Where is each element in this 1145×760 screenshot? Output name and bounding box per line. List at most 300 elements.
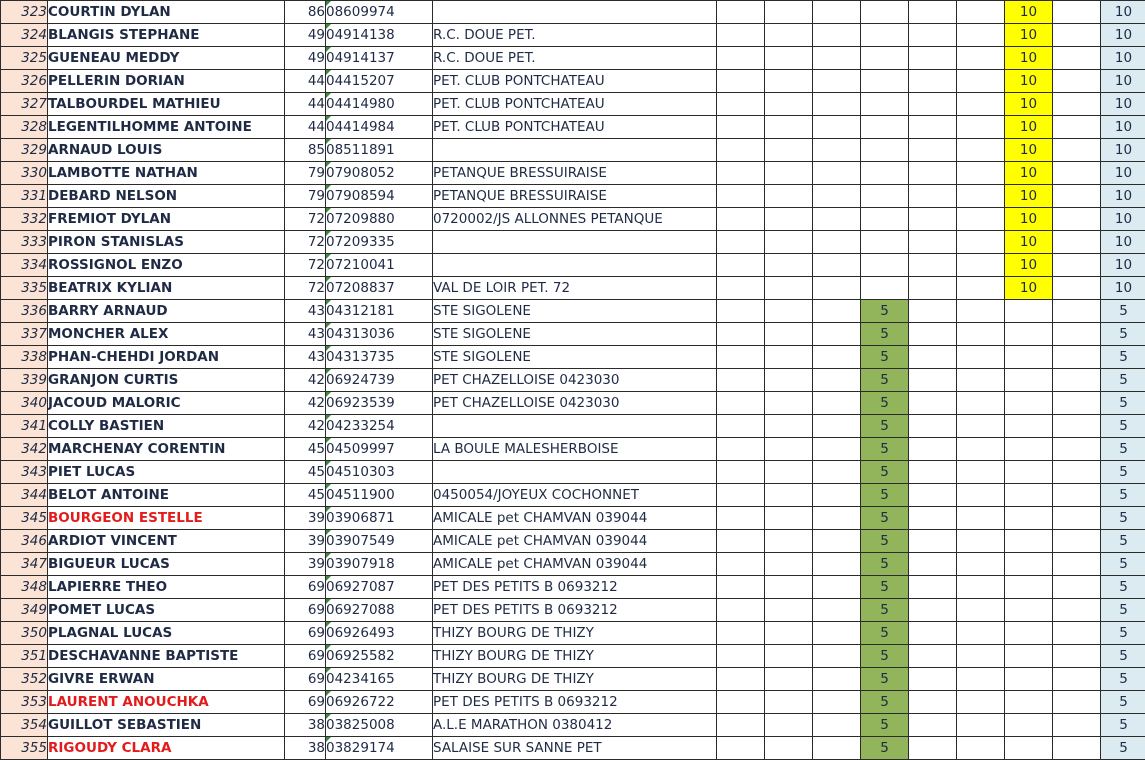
license-cell[interactable]: 08511891 <box>326 139 433 162</box>
points-cell[interactable] <box>957 70 1005 93</box>
row-index-cell[interactable]: 333 <box>1 231 48 254</box>
points-cell[interactable] <box>813 277 861 300</box>
points-cell[interactable] <box>813 691 861 714</box>
points-cell[interactable] <box>765 70 813 93</box>
row-index-cell[interactable]: 323 <box>1 1 48 24</box>
yellow-points-cell[interactable]: 10 <box>1005 47 1053 70</box>
total-points-cell[interactable]: 10 <box>1101 70 1145 93</box>
club-cell[interactable]: STE SIGOLENE <box>433 323 717 346</box>
points-cell[interactable] <box>765 139 813 162</box>
points-cell[interactable] <box>1053 599 1101 622</box>
yellow-points-cell[interactable] <box>1005 484 1053 507</box>
department-cell[interactable]: 72 <box>285 277 326 300</box>
department-cell[interactable]: 39 <box>285 553 326 576</box>
points-cell[interactable] <box>813 507 861 530</box>
row-index-cell[interactable]: 324 <box>1 24 48 47</box>
points-cell[interactable] <box>1053 530 1101 553</box>
points-cell[interactable] <box>957 24 1005 47</box>
points-cell[interactable] <box>765 346 813 369</box>
points-cell[interactable] <box>1053 714 1101 737</box>
points-cell[interactable] <box>813 93 861 116</box>
points-cell[interactable] <box>765 277 813 300</box>
player-name-cell[interactable]: DESCHAVANNE BAPTISTE <box>48 645 285 668</box>
points-cell[interactable] <box>909 392 957 415</box>
department-cell[interactable]: 42 <box>285 369 326 392</box>
points-cell[interactable] <box>765 162 813 185</box>
points-cell[interactable] <box>957 185 1005 208</box>
club-cell[interactable]: AMICALE pet CHAMVAN 039044 <box>433 553 717 576</box>
points-cell[interactable] <box>957 277 1005 300</box>
green-points-cell[interactable]: 5 <box>861 622 909 645</box>
green-points-cell[interactable] <box>861 277 909 300</box>
total-points-cell[interactable]: 10 <box>1101 277 1145 300</box>
license-cell[interactable]: 04233254 <box>326 415 433 438</box>
points-cell[interactable] <box>717 691 765 714</box>
license-cell[interactable]: 04312181 <box>326 300 433 323</box>
green-points-cell[interactable] <box>861 24 909 47</box>
points-cell[interactable] <box>1053 323 1101 346</box>
points-cell[interactable] <box>717 323 765 346</box>
points-cell[interactable] <box>717 484 765 507</box>
club-cell[interactable] <box>433 139 717 162</box>
points-cell[interactable] <box>765 415 813 438</box>
yellow-points-cell[interactable] <box>1005 323 1053 346</box>
points-cell[interactable] <box>1053 346 1101 369</box>
points-cell[interactable] <box>765 737 813 760</box>
total-points-cell[interactable]: 5 <box>1101 507 1145 530</box>
green-points-cell[interactable] <box>861 254 909 277</box>
points-cell[interactable] <box>813 231 861 254</box>
points-cell[interactable] <box>909 300 957 323</box>
points-cell[interactable] <box>813 1 861 24</box>
points-cell[interactable] <box>957 645 1005 668</box>
points-cell[interactable] <box>717 668 765 691</box>
player-name-cell[interactable]: LEGENTILHOMME ANTOINE <box>48 116 285 139</box>
license-cell[interactable]: 07210041 <box>326 254 433 277</box>
row-index-cell[interactable]: 340 <box>1 392 48 415</box>
points-cell[interactable] <box>717 415 765 438</box>
total-points-cell[interactable]: 5 <box>1101 484 1145 507</box>
player-name-cell[interactable]: MONCHER ALEX <box>48 323 285 346</box>
points-cell[interactable] <box>909 139 957 162</box>
yellow-points-cell[interactable]: 10 <box>1005 1 1053 24</box>
total-points-cell[interactable]: 10 <box>1101 116 1145 139</box>
points-cell[interactable] <box>1053 622 1101 645</box>
green-points-cell[interactable]: 5 <box>861 438 909 461</box>
total-points-cell[interactable]: 10 <box>1101 185 1145 208</box>
points-cell[interactable] <box>1053 645 1101 668</box>
green-points-cell[interactable]: 5 <box>861 300 909 323</box>
points-cell[interactable] <box>717 438 765 461</box>
player-name-cell[interactable]: BLANGIS STEPHANE <box>48 24 285 47</box>
points-cell[interactable] <box>813 116 861 139</box>
points-cell[interactable] <box>813 323 861 346</box>
points-cell[interactable] <box>957 484 1005 507</box>
points-cell[interactable] <box>909 691 957 714</box>
department-cell[interactable]: 49 <box>285 47 326 70</box>
points-cell[interactable] <box>813 139 861 162</box>
player-name-cell[interactable]: GUILLOT SEBASTIEN <box>48 714 285 737</box>
row-index-cell[interactable]: 351 <box>1 645 48 668</box>
row-index-cell[interactable]: 347 <box>1 553 48 576</box>
total-points-cell[interactable]: 10 <box>1101 93 1145 116</box>
points-cell[interactable] <box>813 576 861 599</box>
points-cell[interactable] <box>957 599 1005 622</box>
points-cell[interactable] <box>957 346 1005 369</box>
player-name-cell[interactable]: GUENEAU MEDDY <box>48 47 285 70</box>
department-cell[interactable]: 79 <box>285 162 326 185</box>
player-name-cell[interactable]: JACOUD MALORIC <box>48 392 285 415</box>
row-index-cell[interactable]: 326 <box>1 70 48 93</box>
player-name-cell[interactable]: GRANJON CURTIS <box>48 369 285 392</box>
yellow-points-cell[interactable]: 10 <box>1005 277 1053 300</box>
department-cell[interactable]: 39 <box>285 507 326 530</box>
points-cell[interactable] <box>717 622 765 645</box>
green-points-cell[interactable]: 5 <box>861 461 909 484</box>
department-cell[interactable]: 43 <box>285 346 326 369</box>
points-cell[interactable] <box>1053 139 1101 162</box>
department-cell[interactable]: 44 <box>285 93 326 116</box>
total-points-cell[interactable]: 10 <box>1101 231 1145 254</box>
points-cell[interactable] <box>1053 369 1101 392</box>
total-points-cell[interactable]: 5 <box>1101 576 1145 599</box>
points-cell[interactable] <box>957 254 1005 277</box>
department-cell[interactable]: 43 <box>285 323 326 346</box>
total-points-cell[interactable]: 10 <box>1101 139 1145 162</box>
row-index-cell[interactable]: 328 <box>1 116 48 139</box>
points-cell[interactable] <box>957 392 1005 415</box>
yellow-points-cell[interactable] <box>1005 645 1053 668</box>
department-cell[interactable]: 44 <box>285 116 326 139</box>
points-cell[interactable] <box>1053 1 1101 24</box>
license-cell[interactable]: 04509997 <box>326 438 433 461</box>
points-cell[interactable] <box>909 1 957 24</box>
department-cell[interactable]: 72 <box>285 231 326 254</box>
club-cell[interactable]: PET CHAZELLOISE 0423030 <box>433 392 717 415</box>
points-cell[interactable] <box>957 415 1005 438</box>
points-cell[interactable] <box>1053 70 1101 93</box>
points-cell[interactable] <box>813 254 861 277</box>
yellow-points-cell[interactable] <box>1005 415 1053 438</box>
points-cell[interactable] <box>717 1 765 24</box>
license-cell[interactable]: 04511900 <box>326 484 433 507</box>
points-cell[interactable] <box>957 323 1005 346</box>
club-cell[interactable] <box>433 415 717 438</box>
points-cell[interactable] <box>765 47 813 70</box>
license-cell[interactable]: 04234165 <box>326 668 433 691</box>
row-index-cell[interactable]: 336 <box>1 300 48 323</box>
points-cell[interactable] <box>813 438 861 461</box>
row-index-cell[interactable]: 352 <box>1 668 48 691</box>
department-cell[interactable]: 38 <box>285 737 326 760</box>
green-points-cell[interactable]: 5 <box>861 392 909 415</box>
points-cell[interactable] <box>717 277 765 300</box>
license-cell[interactable]: 06923539 <box>326 392 433 415</box>
club-cell[interactable]: AMICALE pet CHAMVAN 039044 <box>433 530 717 553</box>
green-points-cell[interactable] <box>861 162 909 185</box>
row-index-cell[interactable]: 342 <box>1 438 48 461</box>
club-cell[interactable] <box>433 231 717 254</box>
license-cell[interactable]: 06926722 <box>326 691 433 714</box>
yellow-points-cell[interactable] <box>1005 553 1053 576</box>
points-cell[interactable] <box>957 507 1005 530</box>
club-cell[interactable]: LA BOULE MALESHERBOISE <box>433 438 717 461</box>
yellow-points-cell[interactable] <box>1005 300 1053 323</box>
points-cell[interactable] <box>909 645 957 668</box>
department-cell[interactable]: 42 <box>285 392 326 415</box>
yellow-points-cell[interactable] <box>1005 461 1053 484</box>
club-cell[interactable] <box>433 254 717 277</box>
green-points-cell[interactable] <box>861 116 909 139</box>
player-name-cell[interactable]: ROSSIGNOL ENZO <box>48 254 285 277</box>
points-cell[interactable] <box>1053 185 1101 208</box>
green-points-cell[interactable]: 5 <box>861 737 909 760</box>
club-cell[interactable]: R.C. DOUE PET. <box>433 24 717 47</box>
yellow-points-cell[interactable] <box>1005 622 1053 645</box>
department-cell[interactable]: 69 <box>285 599 326 622</box>
points-cell[interactable] <box>957 622 1005 645</box>
player-name-cell[interactable]: COLLY BASTIEN <box>48 415 285 438</box>
yellow-points-cell[interactable]: 10 <box>1005 93 1053 116</box>
points-cell[interactable] <box>909 231 957 254</box>
club-cell[interactable]: 0450054/JOYEUX COCHONNET <box>433 484 717 507</box>
green-points-cell[interactable]: 5 <box>861 714 909 737</box>
points-cell[interactable] <box>813 645 861 668</box>
license-cell[interactable]: 07208837 <box>326 277 433 300</box>
license-cell[interactable]: 07908594 <box>326 185 433 208</box>
row-index-cell[interactable]: 348 <box>1 576 48 599</box>
club-cell[interactable]: THIZY BOURG DE THIZY <box>433 668 717 691</box>
green-points-cell[interactable]: 5 <box>861 507 909 530</box>
license-cell[interactable]: 04313735 <box>326 346 433 369</box>
yellow-points-cell[interactable] <box>1005 530 1053 553</box>
points-cell[interactable] <box>717 576 765 599</box>
green-points-cell[interactable] <box>861 1 909 24</box>
points-cell[interactable] <box>765 461 813 484</box>
player-name-cell[interactable]: BOURGEON ESTELLE <box>48 507 285 530</box>
points-cell[interactable] <box>909 438 957 461</box>
total-points-cell[interactable]: 5 <box>1101 668 1145 691</box>
points-cell[interactable] <box>717 300 765 323</box>
row-index-cell[interactable]: 327 <box>1 93 48 116</box>
player-name-cell[interactable]: DEBARD NELSON <box>48 185 285 208</box>
points-cell[interactable] <box>909 323 957 346</box>
green-points-cell[interactable]: 5 <box>861 576 909 599</box>
green-points-cell[interactable]: 5 <box>861 323 909 346</box>
points-cell[interactable] <box>1053 254 1101 277</box>
license-cell[interactable]: 03907918 <box>326 553 433 576</box>
points-cell[interactable] <box>957 691 1005 714</box>
points-cell[interactable] <box>717 645 765 668</box>
points-cell[interactable] <box>909 277 957 300</box>
points-cell[interactable] <box>813 599 861 622</box>
points-cell[interactable] <box>909 530 957 553</box>
points-cell[interactable] <box>813 185 861 208</box>
yellow-points-cell[interactable] <box>1005 346 1053 369</box>
points-cell[interactable] <box>765 1 813 24</box>
license-cell[interactable]: 04313036 <box>326 323 433 346</box>
row-index-cell[interactable]: 335 <box>1 277 48 300</box>
points-cell[interactable] <box>1053 231 1101 254</box>
department-cell[interactable]: 45 <box>285 461 326 484</box>
points-cell[interactable] <box>765 668 813 691</box>
points-cell[interactable] <box>957 231 1005 254</box>
total-points-cell[interactable]: 5 <box>1101 737 1145 760</box>
total-points-cell[interactable]: 10 <box>1101 1 1145 24</box>
points-cell[interactable] <box>1053 277 1101 300</box>
points-cell[interactable] <box>717 254 765 277</box>
points-cell[interactable] <box>1053 208 1101 231</box>
points-cell[interactable] <box>1053 737 1101 760</box>
points-cell[interactable] <box>909 93 957 116</box>
points-cell[interactable] <box>909 254 957 277</box>
points-cell[interactable] <box>813 530 861 553</box>
points-cell[interactable] <box>909 162 957 185</box>
yellow-points-cell[interactable] <box>1005 369 1053 392</box>
club-cell[interactable]: THIZY BOURG DE THIZY <box>433 622 717 645</box>
row-index-cell[interactable]: 325 <box>1 47 48 70</box>
license-cell[interactable]: 06927088 <box>326 599 433 622</box>
points-cell[interactable] <box>717 70 765 93</box>
points-cell[interactable] <box>909 185 957 208</box>
player-name-cell[interactable]: COURTIN DYLAN <box>48 1 285 24</box>
green-points-cell[interactable] <box>861 70 909 93</box>
points-cell[interactable] <box>957 139 1005 162</box>
department-cell[interactable]: 72 <box>285 208 326 231</box>
total-points-cell[interactable]: 10 <box>1101 254 1145 277</box>
row-index-cell[interactable]: 355 <box>1 737 48 760</box>
player-name-cell[interactable]: POMET LUCAS <box>48 599 285 622</box>
row-index-cell[interactable]: 344 <box>1 484 48 507</box>
points-cell[interactable] <box>765 392 813 415</box>
points-cell[interactable] <box>1053 484 1101 507</box>
club-cell[interactable]: PET DES PETITS B 0693212 <box>433 599 717 622</box>
club-cell[interactable]: A.L.E MARATHON 0380412 <box>433 714 717 737</box>
row-index-cell[interactable]: 334 <box>1 254 48 277</box>
points-cell[interactable] <box>813 70 861 93</box>
points-cell[interactable] <box>1053 691 1101 714</box>
points-cell[interactable] <box>717 369 765 392</box>
points-cell[interactable] <box>957 300 1005 323</box>
license-cell[interactable]: 04415207 <box>326 70 433 93</box>
yellow-points-cell[interactable]: 10 <box>1005 231 1053 254</box>
points-cell[interactable] <box>909 622 957 645</box>
license-cell[interactable]: 04510303 <box>326 461 433 484</box>
license-cell[interactable]: 06924739 <box>326 369 433 392</box>
row-index-cell[interactable]: 338 <box>1 346 48 369</box>
points-cell[interactable] <box>909 116 957 139</box>
points-cell[interactable] <box>957 668 1005 691</box>
points-cell[interactable] <box>813 208 861 231</box>
green-points-cell[interactable] <box>861 231 909 254</box>
yellow-points-cell[interactable]: 10 <box>1005 208 1053 231</box>
points-cell[interactable] <box>909 346 957 369</box>
points-cell[interactable] <box>1053 47 1101 70</box>
points-cell[interactable] <box>813 300 861 323</box>
points-cell[interactable] <box>909 24 957 47</box>
yellow-points-cell[interactable] <box>1005 576 1053 599</box>
player-name-cell[interactable]: BIGUEUR LUCAS <box>48 553 285 576</box>
total-points-cell[interactable]: 5 <box>1101 369 1145 392</box>
license-cell[interactable]: 06927087 <box>326 576 433 599</box>
row-index-cell[interactable]: 350 <box>1 622 48 645</box>
row-index-cell[interactable]: 341 <box>1 415 48 438</box>
points-cell[interactable] <box>717 93 765 116</box>
points-cell[interactable] <box>813 392 861 415</box>
row-index-cell[interactable]: 331 <box>1 185 48 208</box>
points-cell[interactable] <box>717 231 765 254</box>
points-cell[interactable] <box>909 47 957 70</box>
points-cell[interactable] <box>765 622 813 645</box>
points-cell[interactable] <box>813 714 861 737</box>
points-cell[interactable] <box>717 507 765 530</box>
department-cell[interactable]: 69 <box>285 622 326 645</box>
department-cell[interactable]: 69 <box>285 645 326 668</box>
player-name-cell[interactable]: ARDIOT VINCENT <box>48 530 285 553</box>
points-cell[interactable] <box>765 553 813 576</box>
points-cell[interactable] <box>813 47 861 70</box>
points-cell[interactable] <box>1053 300 1101 323</box>
points-cell[interactable] <box>813 346 861 369</box>
points-cell[interactable] <box>765 507 813 530</box>
points-cell[interactable] <box>765 369 813 392</box>
total-points-cell[interactable]: 5 <box>1101 599 1145 622</box>
license-cell[interactable]: 04414980 <box>326 93 433 116</box>
points-cell[interactable] <box>957 737 1005 760</box>
total-points-cell[interactable]: 5 <box>1101 691 1145 714</box>
player-name-cell[interactable]: ARNAUD LOUIS <box>48 139 285 162</box>
license-cell[interactable]: 07209335 <box>326 231 433 254</box>
points-cell[interactable] <box>813 461 861 484</box>
points-cell[interactable] <box>813 622 861 645</box>
total-points-cell[interactable]: 5 <box>1101 553 1145 576</box>
green-points-cell[interactable]: 5 <box>861 645 909 668</box>
points-cell[interactable] <box>1053 668 1101 691</box>
green-points-cell[interactable] <box>861 47 909 70</box>
points-cell[interactable] <box>717 185 765 208</box>
points-cell[interactable] <box>1053 116 1101 139</box>
green-points-cell[interactable] <box>861 139 909 162</box>
yellow-points-cell[interactable] <box>1005 691 1053 714</box>
club-cell[interactable]: PET. CLUB PONTCHATEAU <box>433 116 717 139</box>
total-points-cell[interactable]: 10 <box>1101 162 1145 185</box>
player-name-cell[interactable]: BEATRIX KYLIAN <box>48 277 285 300</box>
points-cell[interactable] <box>957 1 1005 24</box>
total-points-cell[interactable]: 5 <box>1101 622 1145 645</box>
club-cell[interactable]: R.C. DOUE PET. <box>433 47 717 70</box>
points-cell[interactable] <box>1053 461 1101 484</box>
points-cell[interactable] <box>765 714 813 737</box>
total-points-cell[interactable]: 5 <box>1101 300 1145 323</box>
club-cell[interactable]: PET DES PETITS B 0693212 <box>433 576 717 599</box>
points-cell[interactable] <box>1053 24 1101 47</box>
points-cell[interactable] <box>765 645 813 668</box>
department-cell[interactable]: 85 <box>285 139 326 162</box>
points-cell[interactable] <box>957 208 1005 231</box>
club-cell[interactable]: STE SIGOLENE <box>433 346 717 369</box>
player-name-cell[interactable]: LAURENT ANOUCHKA <box>48 691 285 714</box>
yellow-points-cell[interactable] <box>1005 438 1053 461</box>
license-cell[interactable]: 04914137 <box>326 47 433 70</box>
license-cell[interactable]: 03825008 <box>326 714 433 737</box>
points-cell[interactable] <box>765 438 813 461</box>
green-points-cell[interactable] <box>861 93 909 116</box>
department-cell[interactable]: 79 <box>285 185 326 208</box>
points-cell[interactable] <box>957 714 1005 737</box>
total-points-cell[interactable]: 5 <box>1101 530 1145 553</box>
player-name-cell[interactable]: PHAN-CHEHDI JORDAN <box>48 346 285 369</box>
yellow-points-cell[interactable]: 10 <box>1005 139 1053 162</box>
